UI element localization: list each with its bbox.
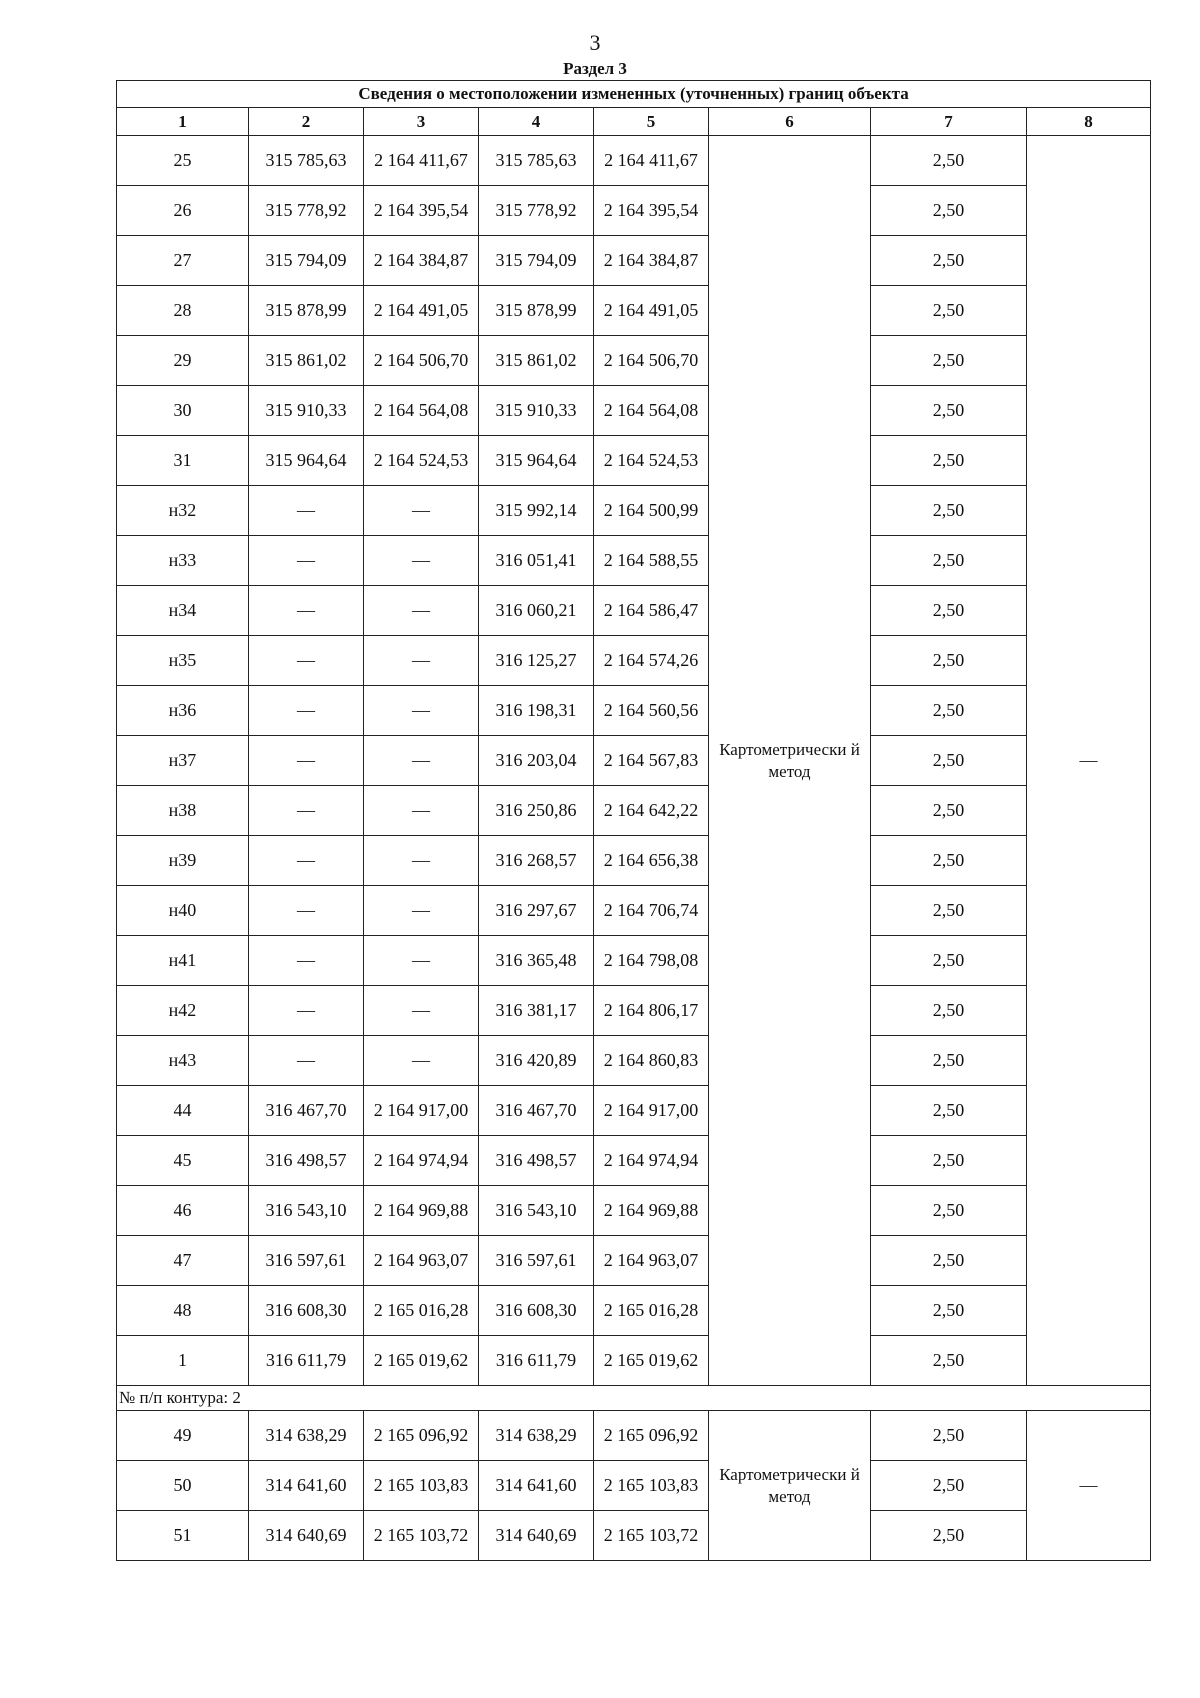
accuracy-cell: 2,50 <box>871 736 1027 786</box>
new-y-cell: 2 164 506,70 <box>594 336 709 386</box>
accuracy-cell: 2,50 <box>871 1411 1027 1461</box>
new-x-cell: 315 861,02 <box>479 336 594 386</box>
new-y-cell: 2 164 642,22 <box>594 786 709 836</box>
point-number-cell: н33 <box>117 536 249 586</box>
section-title: Раздел 3 <box>563 59 627 78</box>
old-x-cell: 316 467,70 <box>249 1086 364 1136</box>
table-row <box>117 1086 1151 1136</box>
new-x-cell: 316 051,41 <box>479 536 594 586</box>
old-y-cell: — <box>364 486 479 536</box>
accuracy-cell: 2,50 <box>871 186 1027 236</box>
table-row <box>117 686 1151 736</box>
table-row <box>117 1286 1151 1336</box>
accuracy-cell: 2,50 <box>871 686 1027 736</box>
accuracy-cell: 2,50 <box>871 1236 1027 1286</box>
point-number-cell: 46 <box>117 1186 249 1236</box>
new-x-cell: 314 641,60 <box>479 1461 594 1511</box>
point-number-cell: 44 <box>117 1086 249 1136</box>
table-row <box>117 386 1151 436</box>
table-row <box>117 636 1151 686</box>
table-row <box>117 1511 1151 1561</box>
new-x-cell: 315 878,99 <box>479 286 594 336</box>
new-y-cell: 2 164 395,54 <box>594 186 709 236</box>
column-number: 3 <box>364 108 479 136</box>
new-y-cell: 2 165 019,62 <box>594 1336 709 1386</box>
table-row <box>117 536 1151 586</box>
new-x-cell: 316 203,04 <box>479 736 594 786</box>
old-y-cell: — <box>364 836 479 886</box>
accuracy-cell: 2,50 <box>871 986 1027 1036</box>
accuracy-cell: 2,50 <box>871 636 1027 686</box>
old-y-cell: 2 164 564,08 <box>364 386 479 436</box>
point-number-cell: 28 <box>117 286 249 336</box>
contour-1-rows <box>117 136 1151 1386</box>
table-row <box>117 1411 1151 1461</box>
accuracy-cell: 2,50 <box>871 786 1027 836</box>
accuracy-cell: 2,50 <box>871 1136 1027 1186</box>
new-y-cell: 2 164 564,08 <box>594 386 709 436</box>
boundary-coordinates-table <box>116 80 1151 1561</box>
column-number-row <box>117 108 1151 136</box>
contour-label: № п/п контура: 2 <box>117 1386 1151 1411</box>
point-number-cell: 48 <box>117 1286 249 1336</box>
old-y-cell: 2 164 963,07 <box>364 1236 479 1286</box>
column-number: 5 <box>594 108 709 136</box>
column-number: 6 <box>709 108 871 136</box>
accuracy-cell: 2,50 <box>871 1036 1027 1086</box>
point-number-cell: 47 <box>117 1236 249 1286</box>
point-number-cell: 26 <box>117 186 249 236</box>
table-row <box>117 1036 1151 1086</box>
accuracy-cell: 2,50 <box>871 936 1027 986</box>
new-y-cell: 2 164 560,56 <box>594 686 709 736</box>
point-number-cell: 50 <box>117 1461 249 1511</box>
old-x-cell: 315 878,99 <box>249 286 364 336</box>
old-x-cell: — <box>249 1036 364 1086</box>
accuracy-cell: 2,50 <box>871 1511 1027 1561</box>
point-number-cell: н42 <box>117 986 249 1036</box>
old-x-cell: — <box>249 836 364 886</box>
table-row <box>117 936 1151 986</box>
old-x-cell: 314 640,69 <box>249 1511 364 1561</box>
old-x-cell: — <box>249 986 364 1036</box>
old-x-cell: 316 611,79 <box>249 1336 364 1386</box>
old-y-cell: — <box>364 736 479 786</box>
accuracy-cell: 2,50 <box>871 486 1027 536</box>
method-cell: Картометрически й метод <box>709 1411 871 1561</box>
table-row <box>117 1136 1151 1186</box>
old-x-cell: — <box>249 786 364 836</box>
old-y-cell: 2 164 524,53 <box>364 436 479 486</box>
old-y-cell: — <box>364 586 479 636</box>
new-x-cell: 316 543,10 <box>479 1186 594 1236</box>
new-y-cell: 2 164 656,38 <box>594 836 709 886</box>
new-x-cell: 315 794,09 <box>479 236 594 286</box>
old-x-cell: — <box>249 586 364 636</box>
new-x-cell: 315 785,63 <box>479 136 594 186</box>
table-row <box>117 336 1151 386</box>
column-number: 1 <box>117 108 249 136</box>
point-number-cell: н34 <box>117 586 249 636</box>
table-row <box>117 736 1151 786</box>
old-x-cell: — <box>249 736 364 786</box>
description-cell: — <box>1027 1411 1151 1561</box>
new-x-cell: 316 381,17 <box>479 986 594 1036</box>
old-y-cell: — <box>364 986 479 1036</box>
accuracy-cell: 2,50 <box>871 1186 1027 1236</box>
old-y-cell: — <box>364 1036 479 1086</box>
point-number-cell: н32 <box>117 486 249 536</box>
contour-2-rows <box>117 1411 1151 1561</box>
new-y-cell: 2 164 974,94 <box>594 1136 709 1186</box>
accuracy-cell: 2,50 <box>871 336 1027 386</box>
new-y-cell: 2 165 103,83 <box>594 1461 709 1511</box>
table-row <box>117 186 1151 236</box>
old-y-cell: — <box>364 536 479 586</box>
new-y-cell: 2 164 411,67 <box>594 136 709 186</box>
old-y-cell: 2 165 103,72 <box>364 1511 479 1561</box>
old-x-cell: 315 794,09 <box>249 236 364 286</box>
old-y-cell: — <box>364 886 479 936</box>
old-y-cell: 2 165 019,62 <box>364 1336 479 1386</box>
point-number-cell: 51 <box>117 1511 249 1561</box>
table-row <box>117 836 1151 886</box>
old-x-cell: 315 778,92 <box>249 186 364 236</box>
point-number-cell: н38 <box>117 786 249 836</box>
table-row <box>117 886 1151 936</box>
new-y-cell: 2 164 500,99 <box>594 486 709 536</box>
new-y-cell: 2 164 798,08 <box>594 936 709 986</box>
old-y-cell: — <box>364 686 479 736</box>
new-y-cell: 2 164 963,07 <box>594 1236 709 1286</box>
old-y-cell: 2 165 016,28 <box>364 1286 479 1336</box>
method-cell: Картометрически й метод <box>709 136 871 1386</box>
table-caption: Сведения о местоположении измененных (уточненных) границ объекта <box>117 81 1151 108</box>
new-x-cell: 316 365,48 <box>479 936 594 986</box>
contour-2-header <box>117 1386 1151 1411</box>
accuracy-cell: 2,50 <box>871 1286 1027 1336</box>
page-number: 3 <box>589 30 601 55</box>
old-y-cell: 2 164 917,00 <box>364 1086 479 1136</box>
old-x-cell: — <box>249 936 364 986</box>
description-cell: — <box>1027 136 1151 1386</box>
accuracy-cell: 2,50 <box>871 286 1027 336</box>
new-y-cell: 2 164 706,74 <box>594 886 709 936</box>
point-number-cell: 25 <box>117 136 249 186</box>
old-y-cell: 2 164 974,94 <box>364 1136 479 1186</box>
new-y-cell: 2 165 096,92 <box>594 1411 709 1461</box>
point-number-cell: 31 <box>117 436 249 486</box>
table-row <box>117 486 1151 536</box>
old-y-cell: 2 164 506,70 <box>364 336 479 386</box>
point-number-cell: н35 <box>117 636 249 686</box>
accuracy-cell: 2,50 <box>871 1086 1027 1136</box>
new-y-cell: 2 164 574,26 <box>594 636 709 686</box>
new-x-cell: 316 608,30 <box>479 1286 594 1336</box>
point-number-cell: н41 <box>117 936 249 986</box>
old-x-cell: — <box>249 686 364 736</box>
old-x-cell: 314 638,29 <box>249 1411 364 1461</box>
old-x-cell: 316 597,61 <box>249 1236 364 1286</box>
new-x-cell: 316 198,31 <box>479 686 594 736</box>
accuracy-cell: 2,50 <box>871 1336 1027 1386</box>
new-y-cell: 2 164 806,17 <box>594 986 709 1036</box>
new-y-cell: 2 165 103,72 <box>594 1511 709 1561</box>
new-x-cell: 316 060,21 <box>479 586 594 636</box>
old-y-cell: — <box>364 636 479 686</box>
old-x-cell: — <box>249 636 364 686</box>
new-x-cell: 316 467,70 <box>479 1086 594 1136</box>
new-x-cell: 316 498,57 <box>479 1136 594 1186</box>
new-x-cell: 315 992,14 <box>479 486 594 536</box>
point-number-cell: 27 <box>117 236 249 286</box>
new-x-cell: 315 910,33 <box>479 386 594 436</box>
point-number-cell: н39 <box>117 836 249 886</box>
old-x-cell: — <box>249 886 364 936</box>
table-row <box>117 286 1151 336</box>
table-row <box>117 586 1151 636</box>
accuracy-cell: 2,50 <box>871 586 1027 636</box>
new-x-cell: 314 640,69 <box>479 1511 594 1561</box>
old-y-cell: 2 164 395,54 <box>364 186 479 236</box>
new-x-cell: 316 268,57 <box>479 836 594 886</box>
new-y-cell: 2 164 860,83 <box>594 1036 709 1086</box>
point-number-cell: н37 <box>117 736 249 786</box>
point-number-cell: 45 <box>117 1136 249 1186</box>
new-y-cell: 2 164 567,83 <box>594 736 709 786</box>
new-x-cell: 316 597,61 <box>479 1236 594 1286</box>
accuracy-cell: 2,50 <box>871 836 1027 886</box>
column-number: 4 <box>479 108 594 136</box>
accuracy-cell: 2,50 <box>871 436 1027 486</box>
table-row <box>117 136 1151 186</box>
column-number: 8 <box>1027 108 1151 136</box>
point-number-cell: н43 <box>117 1036 249 1086</box>
old-y-cell: 2 165 103,83 <box>364 1461 479 1511</box>
old-x-cell: 315 861,02 <box>249 336 364 386</box>
point-number-cell: 1 <box>117 1336 249 1386</box>
accuracy-cell: 2,50 <box>871 886 1027 936</box>
table-row <box>117 1236 1151 1286</box>
old-y-cell: 2 165 096,92 <box>364 1411 479 1461</box>
point-number-cell: 29 <box>117 336 249 386</box>
accuracy-cell: 2,50 <box>871 236 1027 286</box>
old-y-cell: 2 164 384,87 <box>364 236 479 286</box>
new-x-cell: 316 611,79 <box>479 1336 594 1386</box>
new-y-cell: 2 164 588,55 <box>594 536 709 586</box>
new-y-cell: 2 164 384,87 <box>594 236 709 286</box>
point-number-cell: н40 <box>117 886 249 936</box>
new-x-cell: 316 420,89 <box>479 1036 594 1086</box>
table-row <box>117 1336 1151 1386</box>
old-x-cell: — <box>249 486 364 536</box>
old-y-cell: — <box>364 936 479 986</box>
accuracy-cell: 2,50 <box>871 1461 1027 1511</box>
column-number: 7 <box>871 108 1027 136</box>
new-y-cell: 2 164 586,47 <box>594 586 709 636</box>
table-row <box>117 1186 1151 1236</box>
new-y-cell: 2 164 491,05 <box>594 286 709 336</box>
new-x-cell: 316 250,86 <box>479 786 594 836</box>
accuracy-cell: 2,50 <box>871 536 1027 586</box>
point-number-cell: н36 <box>117 686 249 736</box>
old-y-cell: 2 164 411,67 <box>364 136 479 186</box>
old-x-cell: 316 498,57 <box>249 1136 364 1186</box>
new-x-cell: 316 297,67 <box>479 886 594 936</box>
old-y-cell: 2 164 491,05 <box>364 286 479 336</box>
new-x-cell: 315 778,92 <box>479 186 594 236</box>
new-y-cell: 2 164 524,53 <box>594 436 709 486</box>
new-x-cell: 314 638,29 <box>479 1411 594 1461</box>
table-row <box>117 786 1151 836</box>
old-x-cell: 316 608,30 <box>249 1286 364 1336</box>
point-number-cell: 49 <box>117 1411 249 1461</box>
accuracy-cell: 2,50 <box>871 136 1027 186</box>
new-y-cell: 2 164 917,00 <box>594 1086 709 1136</box>
new-y-cell: 2 165 016,28 <box>594 1286 709 1336</box>
old-x-cell: — <box>249 536 364 586</box>
old-y-cell: — <box>364 786 479 836</box>
old-x-cell: 314 641,60 <box>249 1461 364 1511</box>
point-number-cell: 30 <box>117 386 249 436</box>
new-x-cell: 316 125,27 <box>479 636 594 686</box>
new-y-cell: 2 164 969,88 <box>594 1186 709 1236</box>
old-x-cell: 315 785,63 <box>249 136 364 186</box>
old-x-cell: 316 543,10 <box>249 1186 364 1236</box>
accuracy-cell: 2,50 <box>871 386 1027 436</box>
table-row <box>117 436 1151 486</box>
old-x-cell: 315 910,33 <box>249 386 364 436</box>
old-x-cell: 315 964,64 <box>249 436 364 486</box>
table-row <box>117 986 1151 1036</box>
column-number: 2 <box>249 108 364 136</box>
old-y-cell: 2 164 969,88 <box>364 1186 479 1236</box>
table-row <box>117 1461 1151 1511</box>
table-row <box>117 236 1151 286</box>
new-x-cell: 315 964,64 <box>479 436 594 486</box>
